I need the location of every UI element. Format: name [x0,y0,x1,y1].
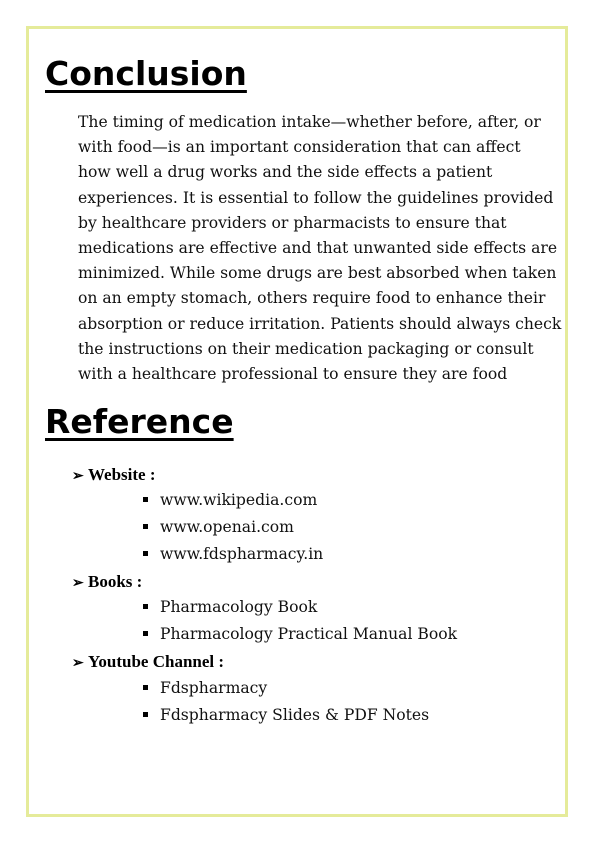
paragraph-line: absorption or reduce irritation. Patients should always check [78,314,562,333]
reference-heading: Reference [45,402,234,441]
square-bullet-icon [143,712,148,717]
item-text: Fdspharmacy Slides & PDF Notes [160,706,430,724]
square-bullet-icon [143,631,148,636]
square-bullet-icon [143,604,148,609]
paragraph-line: on an empty stomach, others require food to enhance their [78,289,546,308]
list-item [143,625,457,643]
paragraph-line: experiences. It is essential to follow the guidelines provided [78,188,554,207]
list-item [143,598,317,616]
list-item [143,545,323,563]
list-item [143,518,294,536]
item-text: www.wikipedia.com [160,491,318,509]
item-text: Fdspharmacy [160,679,268,697]
square-bullet-icon [143,497,148,502]
paragraph-line: The timing of medication intake—whether before, after, or [78,113,541,131]
square-bullet-icon [143,685,148,690]
paragraph-line: by healthcare providers or pharmacists to ensure that [78,213,507,232]
paragraph-line: the instructions on their medication packaging or consult [78,339,534,358]
arrow-bullet-icon: ➢ [72,656,84,671]
paragraph-line: how well a drug works and the side effects a patient [78,163,493,182]
list-item [143,491,317,509]
group-title: Books : [88,572,143,591]
item-text: Pharmacology Practical Manual Book [160,625,458,643]
item-text: Pharmacology Book [160,598,318,616]
group-title: Website : [88,465,156,484]
reference-group-youtube [72,652,224,672]
paragraph-line: medications are effective and that unwanted side effects are [78,239,558,258]
list-item [143,706,429,724]
arrow-bullet-icon: ➢ [72,576,84,591]
item-text: www.openai.com [160,518,294,536]
group-title: Youtube Channel : [88,652,225,671]
reference-group-website [72,465,156,485]
conclusion-heading: Conclusion [45,54,247,93]
square-bullet-icon [143,524,148,529]
item-text: www.fdspharmacy.in [160,545,324,563]
paragraph-line: with a healthcare professional to ensure they are food [78,365,508,384]
arrow-bullet-icon: ➢ [72,469,84,484]
list-item [143,679,267,697]
paragraph-line: with food—is an important consideration that can affect [78,138,521,157]
paragraph-line: minimized. While some drugs are best absorbed when taken [78,264,557,283]
reference-group-books [72,572,142,592]
conclusion-paragraph [78,110,568,387]
square-bullet-icon [143,551,148,556]
